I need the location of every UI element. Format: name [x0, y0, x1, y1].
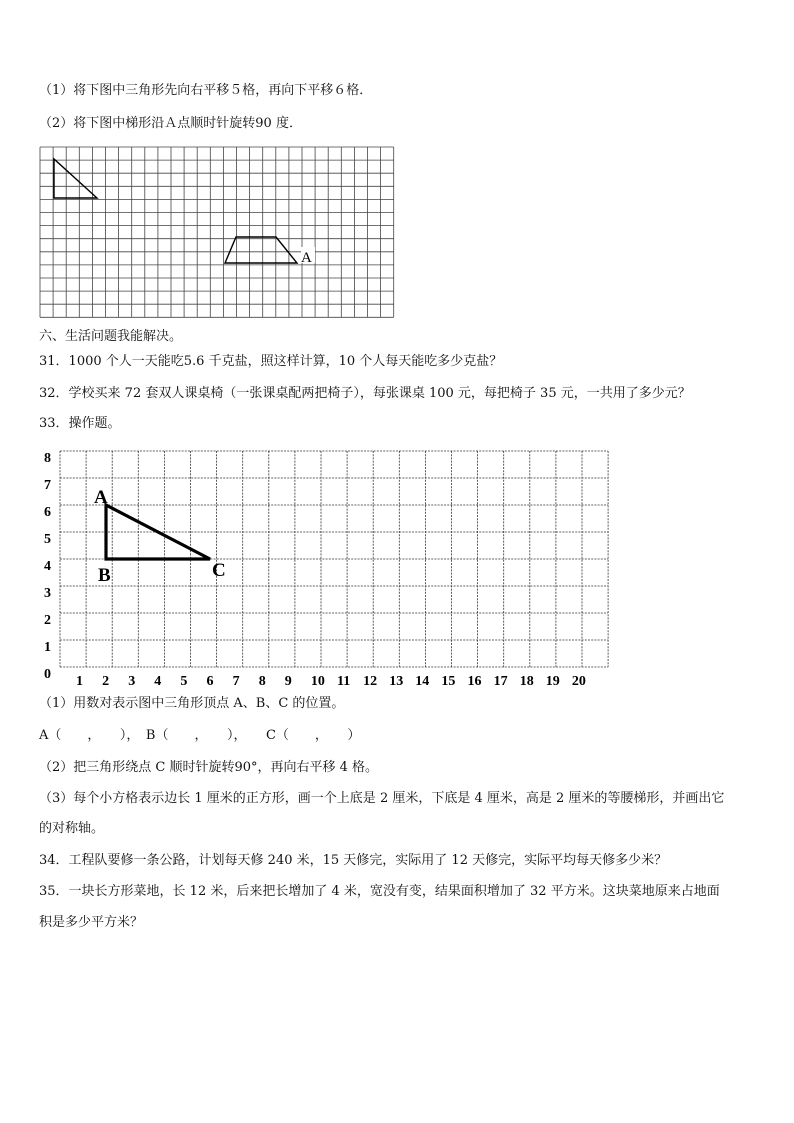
- grid-1-svg: [39, 146, 395, 318]
- x-tick-label: 4: [154, 674, 162, 685]
- y-tick-label: 4: [44, 559, 51, 574]
- y-tick-label: 7: [44, 478, 51, 493]
- x-tick-label: 13: [389, 674, 404, 685]
- x-tick-label: 1: [76, 674, 83, 685]
- question-31: 31．1000 个人一天能吃5.6 千克盐，照这样计算，10 个人每天能吃多少克盐？: [39, 354, 503, 369]
- question-35-line2: 积是多少平方米？: [39, 915, 144, 930]
- question-33-1: （1）用数对表示图中三角形顶点 A、B、C 的位置。: [39, 696, 345, 711]
- x-tick-label: 16: [467, 674, 482, 685]
- x-tick-label: 18: [519, 674, 534, 685]
- y-tick-label: 6: [44, 505, 51, 520]
- question-32: 32．学校买来 72 套双人课桌椅（一张课桌配两把椅子），每张课桌 100 元，每把椅子 35 元，一共用了多少元？: [39, 386, 691, 401]
- x-tick-label: 9: [284, 674, 292, 685]
- y-tick-label: 2: [44, 613, 51, 628]
- section-title: 六、生活问题我能解决。: [39, 329, 183, 344]
- question-34: 34．工程队要修一条公路，计划每天修 240 米，15 天修完，实际用了 12 天修完，实际平均每天修多少米？: [39, 853, 668, 868]
- question-35-line1: 35．一块长方形菜地，长 12 米，后来把长增加了 4 米，宽没有变，结果面积增加了 32 平方米。这块菜地原来占地面: [39, 884, 720, 899]
- x-tick-label: 5: [180, 674, 188, 685]
- y-tick-label: 0: [44, 667, 51, 682]
- x-tick-label: 11: [337, 674, 351, 685]
- question-33-answer-blanks: A（ ， ）， B（ ， ）， C（ ， ）: [39, 728, 361, 743]
- x-tick-label: 8: [258, 674, 266, 685]
- x-tick-label: 6: [206, 674, 214, 685]
- x-tick-label: 17: [493, 674, 508, 685]
- point-a-label: A: [301, 250, 312, 266]
- trapezoid: [225, 237, 297, 263]
- x-tick-label: 19: [545, 674, 560, 685]
- grid-2-svg: [30, 445, 620, 685]
- vertex-c-label: C: [212, 560, 226, 581]
- x-tick-label: 3: [128, 674, 136, 685]
- question-33-2: （2）把三角形绕点 C 顺时针旋转90°，再向右平移 4 格。: [39, 760, 379, 775]
- translation-rotation-grid: [39, 146, 395, 322]
- right-triangle: [54, 159, 97, 198]
- x-tick-label: 2: [102, 674, 110, 685]
- x-tick-label: 12: [363, 674, 378, 685]
- x-tick-label: 20: [571, 674, 586, 685]
- x-tick-label: 14: [415, 674, 430, 685]
- y-tick-label: 3: [44, 586, 51, 601]
- x-tick-label: 15: [441, 674, 456, 685]
- y-tick-label: 8: [44, 451, 51, 466]
- y-tick-label: 1: [44, 640, 51, 655]
- x-tick-label: 7: [232, 674, 240, 685]
- coordinate-grid: [30, 445, 620, 689]
- vertex-a-label: A: [94, 487, 108, 508]
- y-tick-label: 5: [44, 532, 51, 547]
- question-33-3-line2: 的对称轴。: [39, 821, 105, 836]
- x-tick-label: 10: [310, 674, 325, 685]
- vertex-b-label: B: [98, 565, 111, 586]
- q-rotate-translate-1: （1）将下图中三角形先向右平移５格，再向下平移６格．: [39, 83, 373, 98]
- question-33-3-line1: （3）每个小方格表示边长 1 厘米的正方形，画一个上底是 2 厘米，下底是 4 厘米，高是 2 厘米的等腰梯形，并画出它: [39, 791, 725, 806]
- question-33: 33．操作题。: [39, 416, 121, 431]
- q-rotate-translate-2: （2）将下图中梯形沿Ａ点顺时针旋转90 度．: [39, 116, 302, 131]
